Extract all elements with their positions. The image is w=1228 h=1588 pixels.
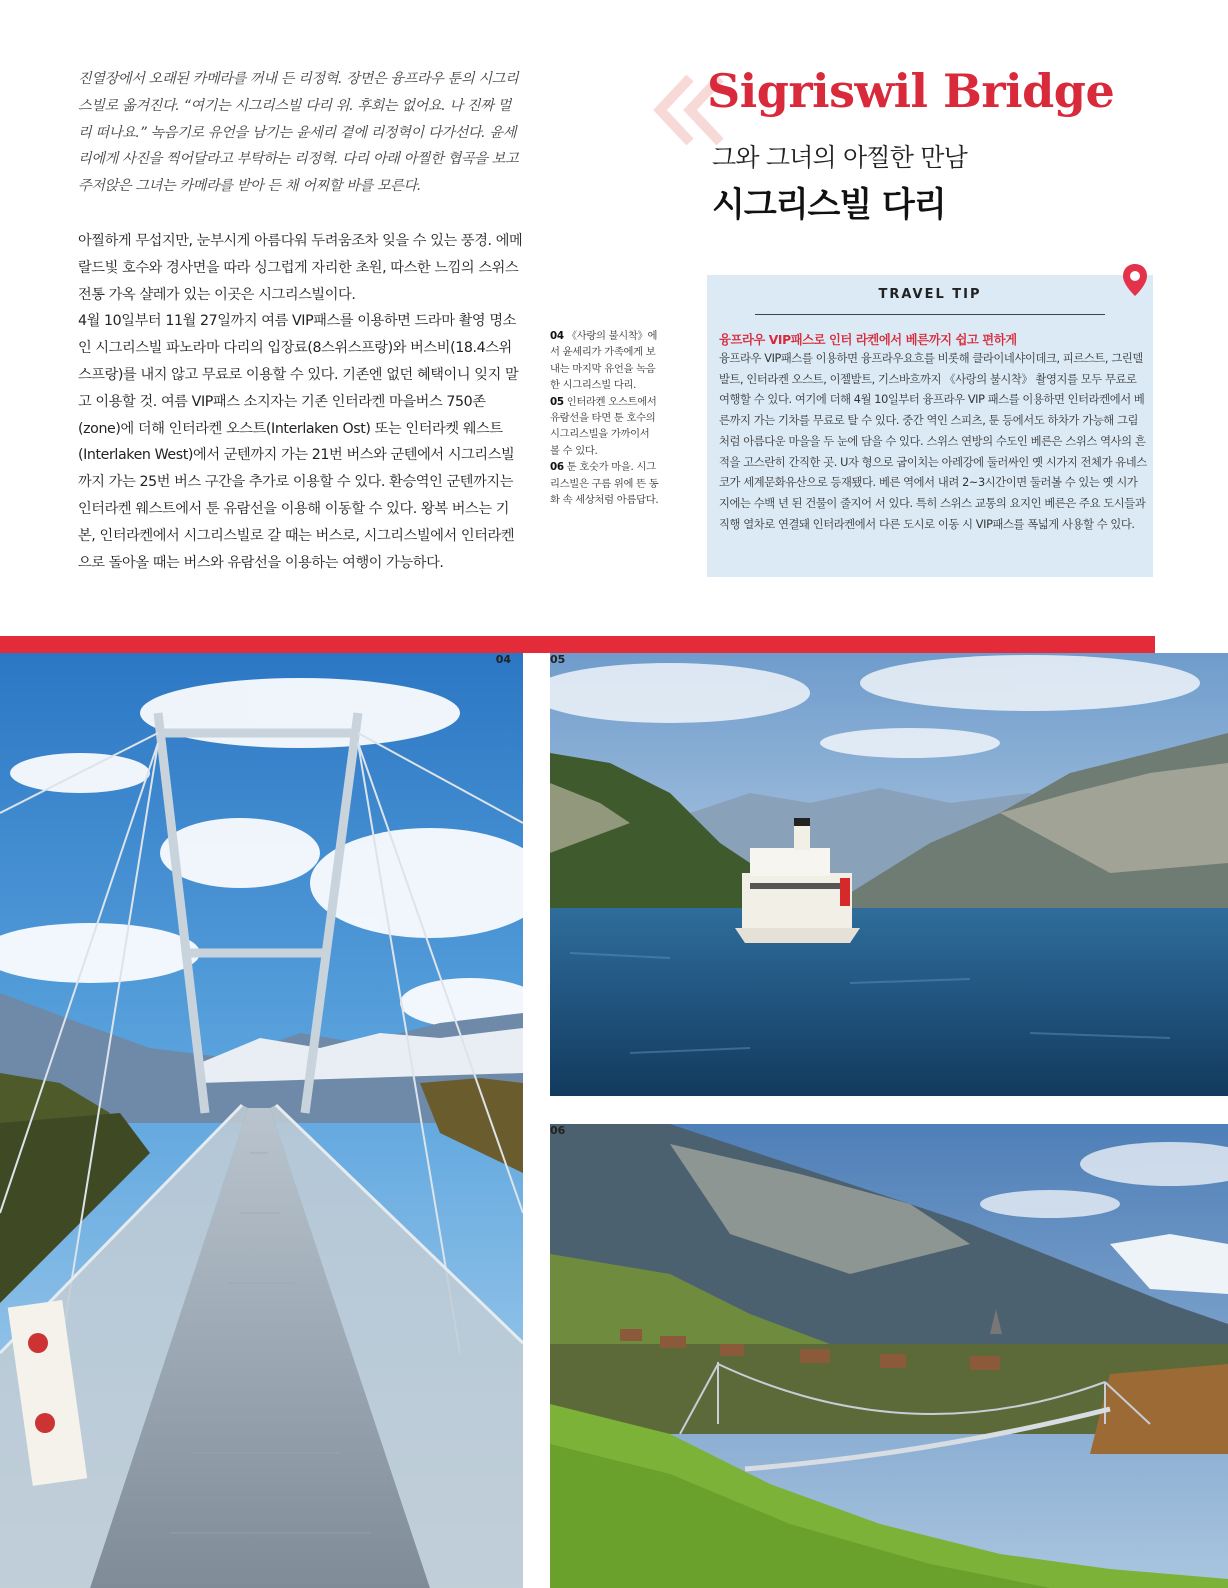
intro-paragraph: 진열장에서 오래된 카메라를 꺼내 든 리정혁. 장면은 융프라우 툰의 시그리스빌로 옮겨진다. “여기는 시그리스빌 다리 위. 후회는 없어요. 나 진짜 멀리 떠나요.” 녹음기로 유언을 남기는 윤세리 곁에 리정혁이 다가선다. 윤세리에게 사진을 찍어달라고 부탁하는 리정혁. 다리 아래 아찔한 협곡을 보고 주저앉은 그녀는 카메라를 받아 든 채 어찌할 바를 모른다. (78, 71, 519, 195)
title-korean: 시그리스빌 다리 (712, 185, 946, 225)
caption-number: 06 (550, 461, 564, 474)
caption-text: 인터라켄 오스트에서 유람선을 타면 툰 호수의 시그리스빌을 가까이서 볼 수 있다. (550, 395, 657, 457)
body-paragraph-1: 아찔하게 무섭지만, 눈부시게 아름다워 두려움조차 잊을 수 있는 풍경. 에메랄드빛 호수와 경사면을 따라 싱그럽게 자리한 초원, 따스한 느낌의 스위스전통 가옥 샬레가 있는 이곳은 시그리스빌이다. (78, 233, 523, 303)
travel-tip-subheading: 융프라우 VIP패스로 인터 라켄에서 베른까지 쉽고 편하게 (719, 333, 1017, 347)
caption-05 (550, 394, 660, 460)
title-english: Sigriswil Bridge (707, 64, 1115, 118)
section-divider-bar (0, 636, 1155, 653)
photo-number: 04 (495, 653, 511, 666)
caption-text: 툰 호숫가 마을. 시그리스빌은 구름 위에 뜬 동화 속 세상처럼 아름답다. (550, 461, 659, 507)
caption-04 (550, 328, 660, 394)
body-paragraph-2: 4월 10일부터 11월 27일까지 여름 VIP패스를 이용하면 드라마 촬영 명소인 시그리스빌 파노라마 다리의 입장료(8스위스프랑)와 버스비(18.4스위스프랑)를 내지 않고 무료로 이용할 수 있다. 기존엔 없던 혜택이니 잊지 말고 이용할 것. 여름 VIP패스 소지자는 기존 인터라켄 마을버스 750존(zone)에 더해 인터라켄 오스트(Interlaken Ost) 또는 인터라켓 웨스트(Interlaken West)에서 군텐까지 가는 21번 버스와 군텐에서 시그리스빌까지 가는 25번 버스 구간을 추가로 이용할 수 있다. 환승역인 군텐까지는 인터라켄 웨스트에서 툰 유람선을 이용해 이동할 수 있다. 왕복 버스는 기본, 인터라켄에서 시그리스빌로 갈 때는 버스로, 시그리스빌에서 인터라켄으로 돌아올 때는 버스와 유람선을 이용하는 여행이 가능하다. (78, 313, 519, 571)
bridge-photo-illustration (0, 653, 523, 1588)
travel-tip-text: 융프라우 VIP패스를 이용하면 융프라우요흐를 비롯해 클라이네샤이데크, 피르스트, 그린델발트, 인터라켄 오스트, 이젤발트, 기스바흐까지 《사랑의 불시착》 촬영지를 모두 무료로 여행할 수 있다. 여기에 더해 4월 10일부터 융프라우 VIP 패스를 이용하면 인터라켄에서 베른까지 가는 기차를 무료로 탈 수 있다. 중간 역인 스피츠, 툰 등에서도 하차가 가능해 그림처럼 아름다운 마을을 두 눈에 담을 수 있다. 스위스 연방의 수도인 베른은 스위스 역사의 흔적을 고스란히 간직한 곳. U자 형으로 굽이치는 아레강에 둘러싸인 옛 시가지 전체가 유네스코가 세계문화유산으로 등재됐다. 베른 역에서 내려 2~3시간이면 둘러볼 수 있는 옛 시가지에는 수백 년 된 건물이 줄지어 서 있다. 특히 스위스 교통의 요지인 베른은 주요 도시들과 직행 열차로 연결돼 인터라켄에서 다른 도시로 이동 시 VIP패스를 폭넓게 사용할 수 있다. (719, 352, 1147, 531)
steamboat-photo-illustration (550, 653, 1228, 1096)
photo-04-sigriswil-bridge (0, 653, 523, 1588)
photo-captions (550, 328, 660, 508)
photo-06-lakeside-village (550, 1124, 1228, 1588)
location-pin-icon (1122, 263, 1148, 297)
photo-number: 06 (550, 1124, 566, 1137)
caption-text: 《사랑의 불시착》에서 윤세리가 가족에게 보내는 마지막 유언을 녹음한 시그리스빌 다리. (550, 330, 658, 392)
caption-number: 05 (550, 395, 564, 408)
body-text (78, 228, 523, 576)
photo-05-lake-steamboat (550, 653, 1228, 1096)
travel-tip-heading: TRAVEL TIP (878, 287, 982, 302)
divider (755, 314, 1105, 315)
village-photo-illustration (550, 1124, 1228, 1588)
subtitle-korean: 그와 그녀의 아찔한 만남 (712, 143, 967, 172)
photo-number: 05 (550, 653, 566, 666)
travel-tip-box (707, 275, 1153, 577)
caption-06 (550, 459, 660, 508)
caption-number: 04 (550, 330, 564, 342)
